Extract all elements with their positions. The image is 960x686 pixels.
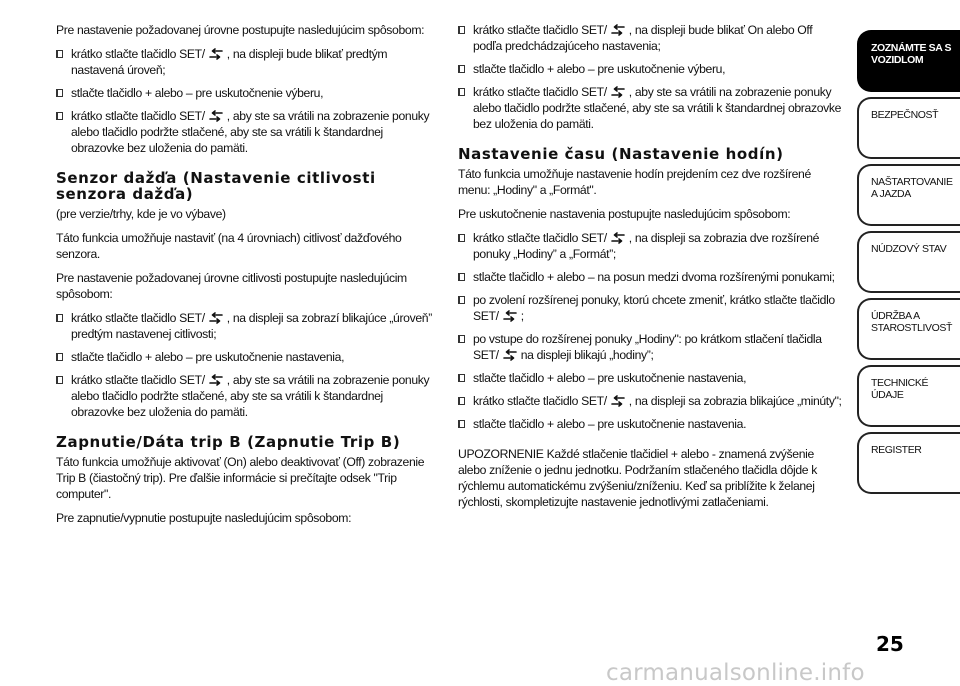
left-column (56, 22, 434, 534)
list-item-text: krátko stlačte tlačidlo SET/ (473, 23, 607, 37)
list-item-text: ; (520, 309, 524, 323)
tab-label: NÚDZOVÝ STAV (871, 243, 947, 255)
list-item (458, 22, 842, 54)
list-item-text: stlačte tlačidlo + alebo – pre uskutočnenie výberu, (473, 62, 726, 76)
list-item-text: , aby ste sa vrátili na zobrazenie ponuky alebo tlačidlo podržte stlačené, aby ste sa vrátili k štandardnej obrazovke bez uloženia do pamäti. (71, 373, 430, 419)
tab-label: REGISTER (871, 444, 922, 456)
list-item (56, 310, 434, 342)
paragraph: Táto funkcia umožňuje aktivovať (On) alebo deaktivovať (Off) zobrazenie Trip B (čiastočný trip). Pre ďalšie informácie si prečítajte odsek "Trip computer". (56, 455, 425, 501)
list-item (458, 84, 842, 132)
tab-technical-data[interactable] (857, 365, 960, 427)
list-item-text: krátko stlačte tlačidlo SET/ (71, 311, 205, 325)
list-item-text: krátko stlačte tlačidlo SET/ (473, 85, 607, 99)
tab-starting-driving[interactable] (857, 164, 960, 226)
list-item (458, 370, 842, 386)
list-item-text: stlačte tlačidlo + alebo – pre uskutočnenie nastavenia, (71, 350, 345, 364)
paragraph: Pre zapnutie/vypnutie postupujte nasledujúcim spôsobom: (56, 511, 352, 525)
tab-get-to-know-vehicle[interactable] (857, 30, 960, 92)
set-esc-arrow-icon (206, 48, 226, 60)
list-item-text: , na displeji sa zobrazia blikajúce „minúty"; (628, 394, 842, 408)
list-item (458, 230, 842, 262)
list-item-text: krátko stlačte tlačidlo SET/ (71, 47, 205, 61)
set-esc-arrow-icon (608, 232, 628, 244)
checkbox-bullet-icon (458, 420, 465, 428)
list-item (56, 108, 434, 156)
list-item-text: , aby ste sa vrátili na zobrazenie ponuky alebo tlačidlo podržte stlačené, aby ste sa vrátili k štandardnej obrazovke bez uloženia do pamäti. (71, 109, 430, 155)
set-esc-arrow-icon (206, 110, 226, 122)
paragraph: Pre nastavenie požadovanej úrovne postupujte nasledujúcim spôsobom: (56, 23, 425, 37)
checkbox-bullet-icon (458, 374, 465, 382)
set-esc-arrow-icon (608, 86, 628, 98)
list-item-text: , na displeji bude blikať predtým nastavená úroveň; (71, 47, 388, 77)
tab-label: BEZPEČNOSŤ (871, 109, 939, 121)
warning-note: UPOZORNENIE Každé stlačenie tlačidiel + alebo - znamená zvýšenie alebo zníženie o jednu jednotku. Podržaním stlačeného tlačidla dôjde k rýchlemu automatickému zvýšeniu/zníženiu. Keď sa priblížite k želanej rýchlosti, skompletizujte nastavenie jednotlivými zatlačeniami. (458, 447, 817, 509)
list-item (458, 292, 842, 324)
list-item (458, 331, 842, 363)
list-item-text: , aby ste sa vrátili na zobrazenie ponuky alebo tlačidlo podržte stlačené, aby ste sa vrátili k štandardnej obrazovke bez uloženia do pamäti. (473, 85, 842, 131)
tab-maintenance[interactable] (857, 298, 960, 360)
list-item-text: krátko stlačte tlačidlo SET/ (71, 109, 205, 123)
tab-emergency[interactable] (857, 231, 960, 293)
set-esc-arrow-icon (206, 312, 226, 324)
paragraph: Táto funkcia umožňuje nastaviť (na 4 úrovniach) citlivosť dažďového senzora. (56, 231, 402, 261)
set-esc-arrow-icon (608, 395, 628, 407)
list-item-text: krátko stlačte tlačidlo SET/ (473, 394, 607, 408)
list-item (458, 393, 842, 409)
checkbox-bullet-icon (458, 65, 465, 73)
set-esc-arrow-icon (608, 24, 628, 36)
tab-label: ZOZNÁMTE SA S VOZIDLOM (871, 42, 952, 66)
list-item-text: , na displeji sa zobrazí blikajúce „úroveň” predtým nastavenej citlivosti; (71, 311, 432, 341)
list-item-text: krátko stlačte tlačidlo SET/ (71, 373, 205, 387)
checkbox-bullet-icon (56, 112, 63, 120)
checkbox-bullet-icon (458, 88, 465, 96)
checkbox-bullet-icon (56, 314, 63, 322)
list-item (56, 46, 434, 78)
checkbox-bullet-icon (458, 296, 465, 304)
list-item (56, 372, 434, 420)
set-esc-arrow-icon (500, 310, 520, 322)
paragraph: Pre nastavenie požadovanej úrovne citlivosti postupujte nasledujúcim spôsobom: (56, 271, 407, 301)
list-item-text: stlačte tlačidlo + alebo – na posun medzi dvoma rozšírenými ponukami; (473, 270, 835, 284)
right-column (458, 22, 842, 518)
list-item (458, 61, 842, 77)
page-number: 25 (876, 632, 904, 656)
paragraph: Táto funkcia umožňuje nastavenie hodín prejdením cez dve rozšírené menu: „Hodiny" a „Formát". (458, 167, 811, 197)
checkbox-bullet-icon (458, 234, 465, 242)
set-esc-arrow-icon (206, 374, 226, 386)
checkbox-bullet-icon (56, 50, 63, 58)
section-heading-rain-sensor: Senzor dažďa (Nastavenie citlivosti senzora dažďa) (56, 169, 376, 203)
list-item-text: stlačte tlačidlo + alebo – pre uskutočnenie nastavenia. (473, 417, 747, 431)
tab-label: NAŠTARTOVANIE A JAZDA (871, 176, 953, 200)
watermark: carmanualsonline.info (606, 660, 865, 686)
list-item-text: na displeji blikajú „hodiny”; (520, 348, 654, 362)
tab-label: TECHNICKÉ ÚDAJE (871, 377, 929, 401)
checkbox-bullet-icon (458, 335, 465, 343)
list-item-text: po vstupe do rozšírenej ponuky „Hodiny": po krátkom stlačení tlačidla SET/ (473, 332, 822, 362)
checkbox-bullet-icon (56, 376, 63, 384)
tab-safety[interactable] (857, 97, 960, 159)
tab-index[interactable] (857, 432, 960, 494)
paragraph: (pre verzie/trhy, kde je vo výbave) (56, 207, 226, 221)
checkbox-bullet-icon (458, 26, 465, 34)
checkbox-bullet-icon (458, 273, 465, 281)
list-item-text: , na displeji sa zobrazia dve rozšírené ponuky „Hodiny” a „Formát”; (473, 231, 820, 261)
list-item (56, 349, 434, 365)
checkbox-bullet-icon (458, 397, 465, 405)
chapter-tabs (857, 30, 960, 499)
list-item-text: stlačte tlačidlo + alebo – pre uskutočnenie nastavenia, (473, 371, 747, 385)
list-item-text: krátko stlačte tlačidlo SET/ (473, 231, 607, 245)
paragraph: Pre uskutočnenie nastavenia postupujte nasledujúcim spôsobom: (458, 207, 791, 221)
list-item (458, 416, 842, 432)
set-esc-arrow-icon (500, 349, 520, 361)
section-heading-clock: Nastavenie času (Nastavenie hodín) (458, 145, 784, 163)
list-item (56, 85, 434, 101)
checkbox-bullet-icon (56, 353, 63, 361)
checkbox-bullet-icon (56, 89, 63, 97)
list-item-text: stlačte tlačidlo + alebo – pre uskutočnenie výberu, (71, 86, 324, 100)
list-item-text: po zvolení rozšírenej ponuky, ktorú chcete zmeniť, krátko stlačte tlačidlo SET/ (473, 293, 835, 323)
tab-label: ÚDRŽBA A STAROSTLIVOSŤ (871, 310, 952, 334)
list-item-text: , na displeji bude blikať On alebo Off podľa predchádzajúceho nastavenia; (473, 23, 813, 53)
list-item (458, 269, 842, 285)
section-heading-trip-b: Zapnutie/Dáta trip B (Zapnutie Trip B) (56, 433, 401, 451)
